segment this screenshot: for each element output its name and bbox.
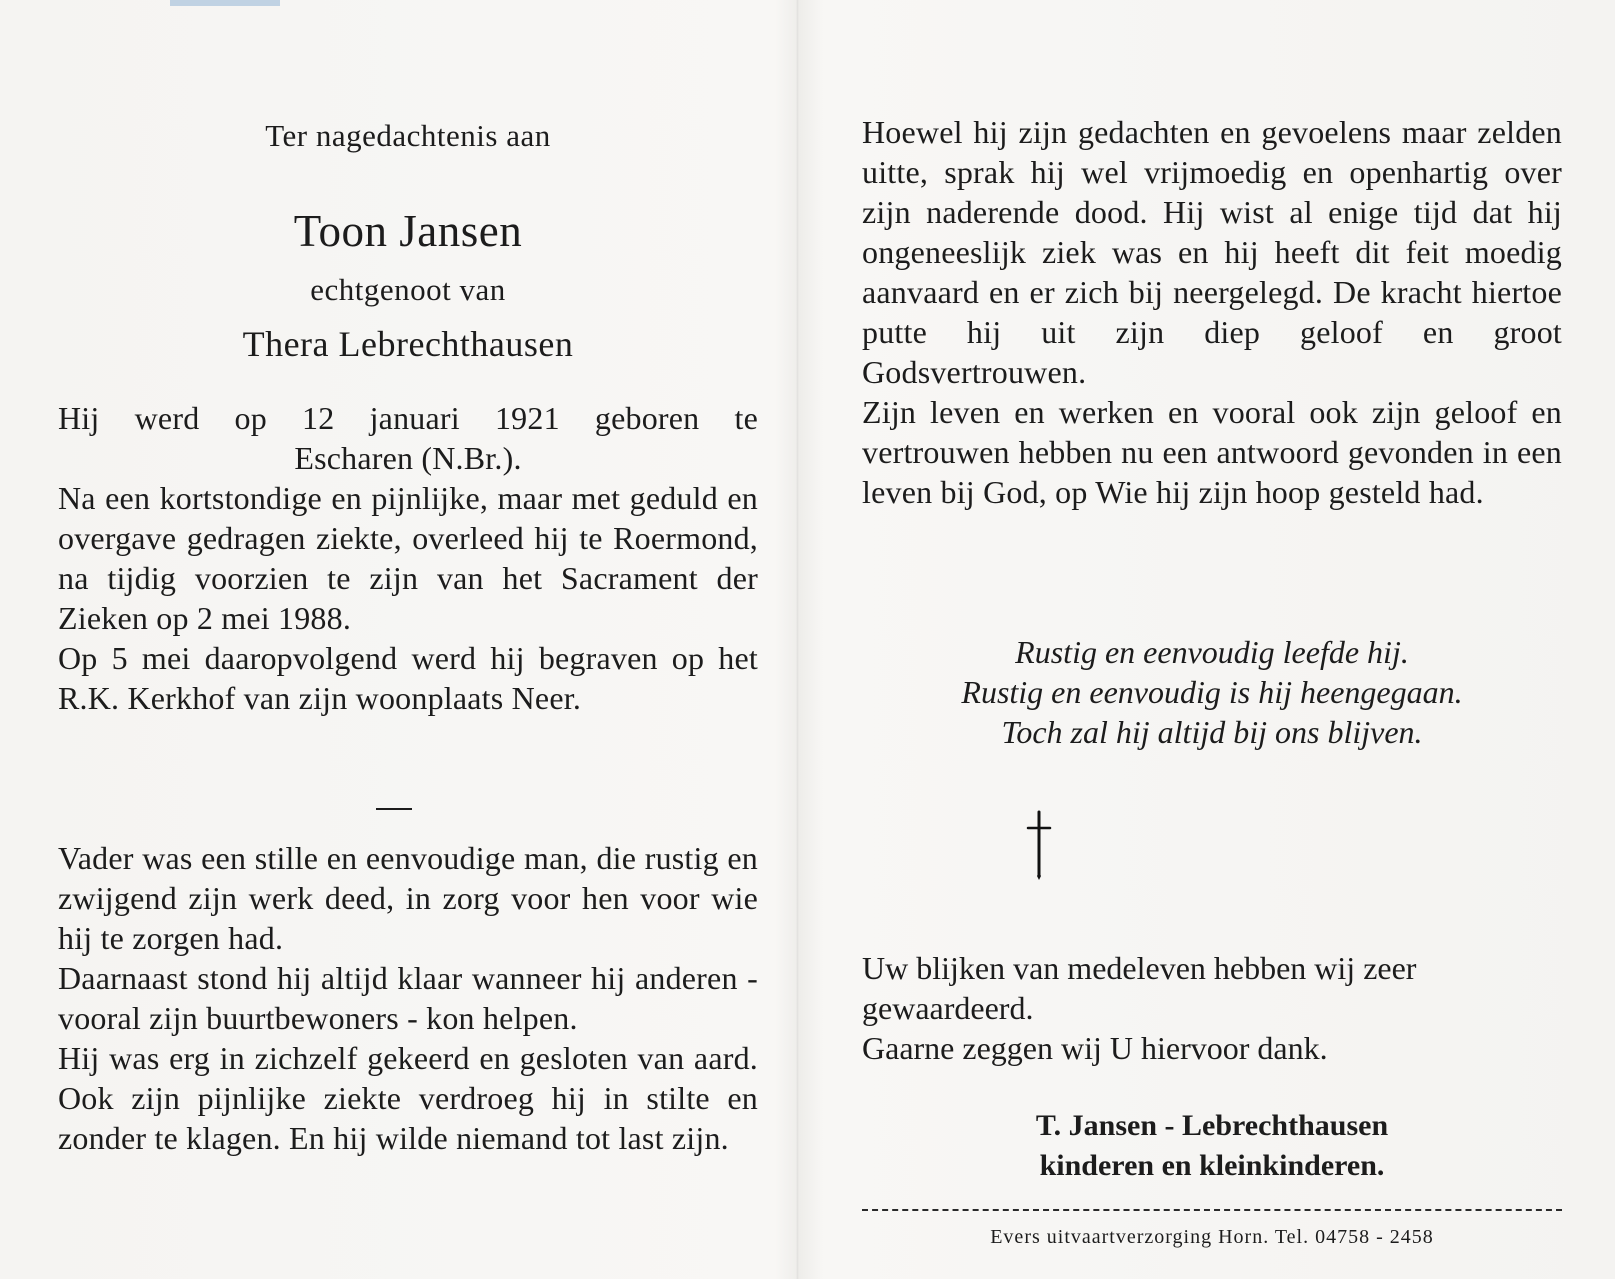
verse-line: Rustig en eenvoudig leefde hij.	[1015, 634, 1409, 670]
signature-line-1: T. Jansen - Lebrechthausen	[1035, 1109, 1389, 1142]
life-paragraph-3: Hij was erg in zichzelf gekeerd en gesloten van aard. Ook zijn pijnlijke ziekte verdroeg hij in stilte en zonder te klagen. En hij wilde niemand tot last zijn.	[58, 1040, 758, 1156]
verse-line: Toch zal hij altijd bij ons blijven.	[1001, 714, 1423, 750]
intro-line: Ter nagedachtenis aan	[265, 118, 551, 153]
deceased-name: Toon Jansen	[293, 206, 523, 256]
signature-line-2: kinderen en kleinkinderen.	[1039, 1149, 1385, 1182]
cross-icon	[1024, 810, 1054, 880]
reflection-paragraph-1: Hoewel hij zijn gedachten en gevoelens maar zelden uitte, sprak hij wel vrijmoedig en openhartig over zijn naderende dood. Hij wist al enige tijd dat hij ongeneeslijk ziek was en hij heeft dit feit moedig aanvaard en er zich bij neergelegd. De kracht hiertoe putte hij uit zijn diep geloof en groot Godsvertrouwen.	[862, 114, 1562, 390]
reflection-section	[862, 112, 1562, 512]
life-section	[58, 838, 758, 1158]
thanks-section	[862, 948, 1562, 1068]
tab-mark	[170, 0, 280, 6]
signature-block	[862, 1106, 1562, 1186]
verse-line: Rustig en eenvoudig is hij heengegaan.	[961, 674, 1463, 710]
life-paragraph-2: Daarnaast stond hij altijd klaar wanneer hij anderen - vooral zijn buurtbewoners - kon helpen.	[58, 960, 758, 1036]
thanks-line-1: Uw blijken van medeleven hebben wij zeer gewaardeerd.	[862, 950, 1417, 1026]
birth-place: Escharen (N.Br.).	[294, 440, 522, 476]
spouse-of-line: echtgenoot van	[310, 272, 506, 307]
separator-dash	[376, 808, 412, 810]
thanks-line-2: Gaarne zeggen wij U hiervoor dank.	[862, 1030, 1328, 1066]
birth-section	[58, 398, 758, 718]
funeral-home-footer: Evers uitvaartverzorging Horn. Tel. 04758 - 2458	[990, 1226, 1434, 1248]
birth-line: Hij werd op 12 januari 1921 geboren te	[58, 400, 758, 436]
burial-paragraph: Op 5 mei daaropvolgend werd hij begraven op het R.K. Kerkhof van zijn woonplaats Neer.	[58, 640, 758, 716]
card-fold	[796, 0, 799, 1279]
memorial-verse	[862, 632, 1562, 752]
reflection-paragraph-2: Zijn leven en werken en vooral ook zijn geloof en vertrouwen hebben nu een antwoord gevonden in een leven bij God, op Wie hij zijn hoop gesteld had.	[862, 394, 1562, 510]
death-paragraph: Na een kortstondige en pijnlijke, maar met geduld en overgave gedragen ziekte, overleed hij te Roermond, na tijdig voorzien te zijn van het Sacrament der Zieken op 2 mei 1988.	[58, 480, 758, 636]
footer-rule	[862, 1209, 1562, 1211]
life-paragraph-1: Vader was een stille en eenvoudige man, die rustig en zwijgend zijn werk deed, in zorg voor hen voor wie hij te zorgen had.	[58, 840, 758, 956]
spouse-name: Thera Lebrechthausen	[242, 324, 574, 364]
